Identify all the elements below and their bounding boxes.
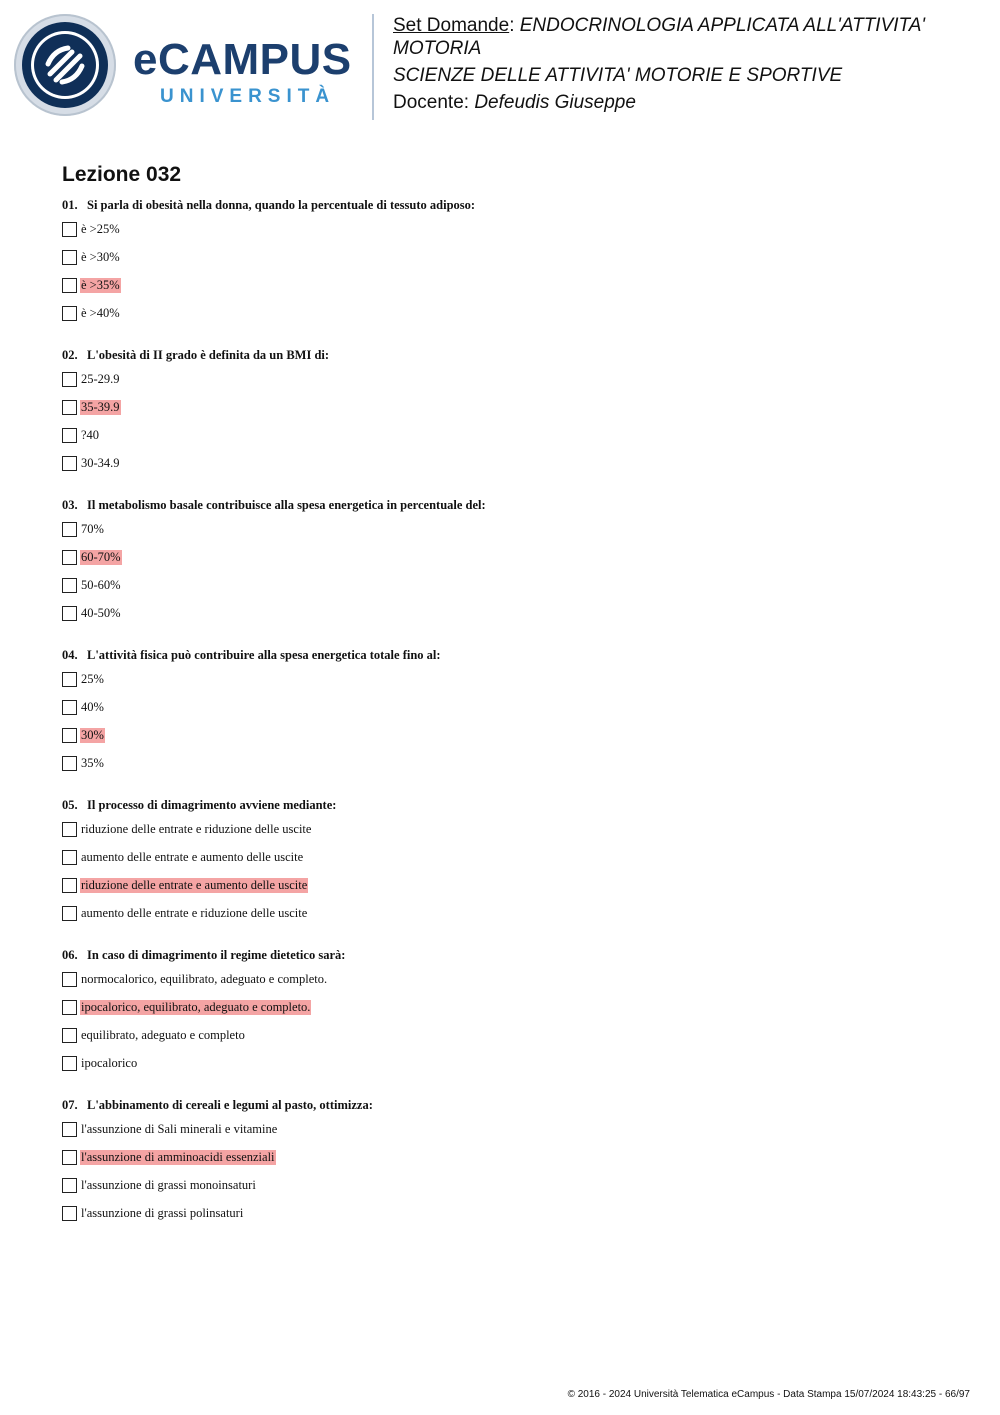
answer-label: 25% bbox=[81, 672, 104, 686]
answer-option[interactable] bbox=[62, 278, 962, 306]
answer-option[interactable] bbox=[62, 728, 962, 756]
teacher-name: Defeudis Giuseppe bbox=[474, 92, 636, 113]
logo-wordmark: eCAMPUS bbox=[133, 35, 352, 84]
header-info bbox=[393, 14, 983, 118]
answer-checkbox[interactable] bbox=[62, 972, 77, 987]
answer-label: è >40% bbox=[81, 306, 120, 320]
question-label: L'obesità di II grado è definita da un BMI di: bbox=[87, 348, 330, 362]
answer-checkbox[interactable] bbox=[62, 606, 77, 621]
answer-label: 40-50% bbox=[81, 606, 121, 620]
set-label: Set Domande bbox=[393, 15, 510, 36]
question-number: 07. bbox=[62, 1098, 78, 1112]
answer-option[interactable] bbox=[62, 1122, 962, 1150]
answer-label-highlighted: riduzione delle entrate e aumento delle uscite bbox=[81, 878, 308, 892]
question-text bbox=[62, 1097, 962, 1113]
course-name: SCIENZE DELLE ATTIVITA' MOTORIE E SPORTIVE bbox=[393, 65, 843, 86]
answer-option[interactable] bbox=[62, 1150, 962, 1178]
answer-label: aumento delle entrate e aumento delle uscite bbox=[81, 850, 304, 864]
answer-option[interactable] bbox=[62, 1000, 962, 1028]
answer-option[interactable] bbox=[62, 1056, 962, 1084]
question-label: L'abbinamento di cereali e legumi al pasto, ottimizza: bbox=[87, 1098, 373, 1112]
answer-label: normocalorico, equilibrato, adeguato e completo. bbox=[81, 972, 328, 986]
answer-checkbox[interactable] bbox=[62, 1000, 77, 1015]
question-block bbox=[62, 947, 962, 1084]
answer-option[interactable] bbox=[62, 906, 962, 934]
answer-label: riduzione delle entrate e riduzione delle uscite bbox=[81, 822, 312, 836]
question-label: In caso di dimagrimento il regime dietetico sarà: bbox=[87, 948, 346, 962]
question-text bbox=[62, 797, 962, 813]
answer-checkbox[interactable] bbox=[62, 306, 77, 321]
page-header bbox=[0, 0, 1000, 130]
question-text bbox=[62, 947, 962, 963]
set-title: ENDOCRINOLOGIA APPLICATA ALL'ATTIVITA' MOTORIA bbox=[393, 15, 926, 59]
answer-label-highlighted: ipocalorico, equilibrato, adeguato e completo. bbox=[81, 1000, 311, 1014]
answer-option[interactable] bbox=[62, 822, 962, 850]
answer-checkbox[interactable] bbox=[62, 906, 77, 921]
answer-checkbox[interactable] bbox=[62, 1150, 77, 1165]
question-text bbox=[62, 197, 962, 213]
answer-option[interactable] bbox=[62, 700, 962, 728]
answer-label-highlighted: 35-39.9 bbox=[81, 400, 120, 414]
question-label: Si parla di obesità nella donna, quando la percentuale di tessuto adiposo: bbox=[87, 198, 476, 212]
answer-checkbox[interactable] bbox=[62, 1206, 77, 1221]
answer-label: l'assunzione di grassi polinsaturi bbox=[81, 1206, 244, 1220]
answer-checkbox[interactable] bbox=[62, 850, 77, 865]
answer-checkbox[interactable] bbox=[62, 822, 77, 837]
header-divider bbox=[372, 14, 374, 120]
question-number: 01. bbox=[62, 198, 78, 212]
answer-label: 35% bbox=[81, 756, 104, 770]
answer-checkbox[interactable] bbox=[62, 878, 77, 893]
question-block bbox=[62, 197, 962, 334]
answer-checkbox[interactable] bbox=[62, 1178, 77, 1193]
answer-option[interactable] bbox=[62, 878, 962, 906]
answer-label: l'assunzione di grassi monoinsaturi bbox=[81, 1178, 256, 1192]
answer-label: ipocalorico bbox=[81, 1056, 138, 1070]
answer-option[interactable] bbox=[62, 578, 962, 606]
answer-option[interactable] bbox=[62, 306, 962, 334]
answer-checkbox[interactable] bbox=[62, 672, 77, 687]
answer-checkbox[interactable] bbox=[62, 1122, 77, 1137]
answer-option[interactable] bbox=[62, 850, 962, 878]
question-block bbox=[62, 1097, 962, 1234]
seal-emblem-icon bbox=[34, 34, 96, 96]
question-text bbox=[62, 647, 962, 663]
answer-label: 25-29.9 bbox=[81, 372, 120, 386]
answer-label-highlighted: 30% bbox=[81, 728, 104, 742]
answer-checkbox[interactable] bbox=[62, 550, 77, 565]
answer-option[interactable] bbox=[62, 1206, 962, 1234]
answer-option[interactable] bbox=[62, 756, 962, 784]
question-number: 02. bbox=[62, 348, 78, 362]
answer-checkbox[interactable] bbox=[62, 728, 77, 743]
answer-option[interactable] bbox=[62, 372, 962, 400]
answer-option[interactable] bbox=[62, 222, 962, 250]
answer-option[interactable] bbox=[62, 1028, 962, 1056]
answer-option[interactable] bbox=[62, 428, 962, 456]
answer-checkbox[interactable] bbox=[62, 250, 77, 265]
answer-checkbox[interactable] bbox=[62, 578, 77, 593]
ecampus-seal-logo bbox=[14, 14, 116, 116]
answer-option[interactable] bbox=[62, 972, 962, 1000]
answer-label: equilibrato, adeguato e completo bbox=[81, 1028, 245, 1042]
answer-option[interactable] bbox=[62, 400, 962, 428]
answer-label-highlighted: 60-70% bbox=[81, 550, 121, 564]
answer-checkbox[interactable] bbox=[62, 522, 77, 537]
answer-label: 40% bbox=[81, 700, 104, 714]
answer-option[interactable] bbox=[62, 672, 962, 700]
question-number: 05. bbox=[62, 798, 78, 812]
question-text bbox=[62, 347, 962, 363]
question-block bbox=[62, 647, 962, 784]
question-label: Il metabolismo basale contribuisce alla spesa energetica in percentuale del: bbox=[87, 498, 486, 512]
answer-option[interactable] bbox=[62, 550, 962, 578]
set-separator: : bbox=[509, 15, 515, 36]
answer-checkbox[interactable] bbox=[62, 428, 77, 443]
answer-label: è >30% bbox=[81, 250, 120, 264]
question-number: 06. bbox=[62, 948, 78, 962]
question-list bbox=[62, 197, 962, 1247]
answer-option[interactable] bbox=[62, 456, 962, 484]
answer-label: l'assunzione di Sali minerali e vitamine bbox=[81, 1122, 278, 1136]
answer-checkbox[interactable] bbox=[62, 1028, 77, 1043]
answer-label: è >25% bbox=[81, 222, 120, 236]
answer-checkbox[interactable] bbox=[62, 456, 77, 471]
question-block bbox=[62, 497, 962, 634]
answer-checkbox[interactable] bbox=[62, 756, 77, 771]
answer-checkbox[interactable] bbox=[62, 700, 77, 715]
answer-checkbox[interactable] bbox=[62, 1056, 77, 1071]
answer-option[interactable] bbox=[62, 522, 962, 550]
question-label: Il processo di dimagrimento avviene mediante: bbox=[87, 798, 337, 812]
answer-label: ?40 bbox=[81, 428, 100, 442]
answer-label: 50-60% bbox=[81, 578, 121, 592]
lesson-title: Lezione 032 bbox=[62, 163, 182, 186]
answer-option[interactable] bbox=[62, 1178, 962, 1206]
question-text bbox=[62, 497, 962, 513]
question-number: 03. bbox=[62, 498, 78, 512]
answer-label: aumento delle entrate e riduzione delle uscite bbox=[81, 906, 308, 920]
answer-checkbox[interactable] bbox=[62, 278, 77, 293]
answer-option[interactable] bbox=[62, 606, 962, 634]
answer-checkbox[interactable] bbox=[62, 372, 77, 387]
question-block bbox=[62, 797, 962, 934]
answer-label-highlighted: l'assunzione di amminoacidi essenziali bbox=[81, 1150, 275, 1164]
question-number: 04. bbox=[62, 648, 78, 662]
question-block bbox=[62, 347, 962, 484]
answer-label: 30-34.9 bbox=[81, 456, 120, 470]
question-label: L'attività fisica può contribuire alla spesa energetica totale fino al: bbox=[87, 648, 441, 662]
answer-label: 70% bbox=[81, 522, 104, 536]
teacher-label: Docente: bbox=[393, 92, 470, 113]
logo-subtext: UNIVERSITÀ bbox=[160, 86, 336, 107]
page-footer: © 2016 - 2024 Università Telematica eCampus - Data Stampa 15/07/2024 18:43:25 - 66/97 bbox=[567, 1389, 970, 1400]
answer-checkbox[interactable] bbox=[62, 400, 77, 415]
answer-checkbox[interactable] bbox=[62, 222, 77, 237]
answer-label-highlighted: è >35% bbox=[81, 278, 120, 292]
answer-option[interactable] bbox=[62, 250, 962, 278]
